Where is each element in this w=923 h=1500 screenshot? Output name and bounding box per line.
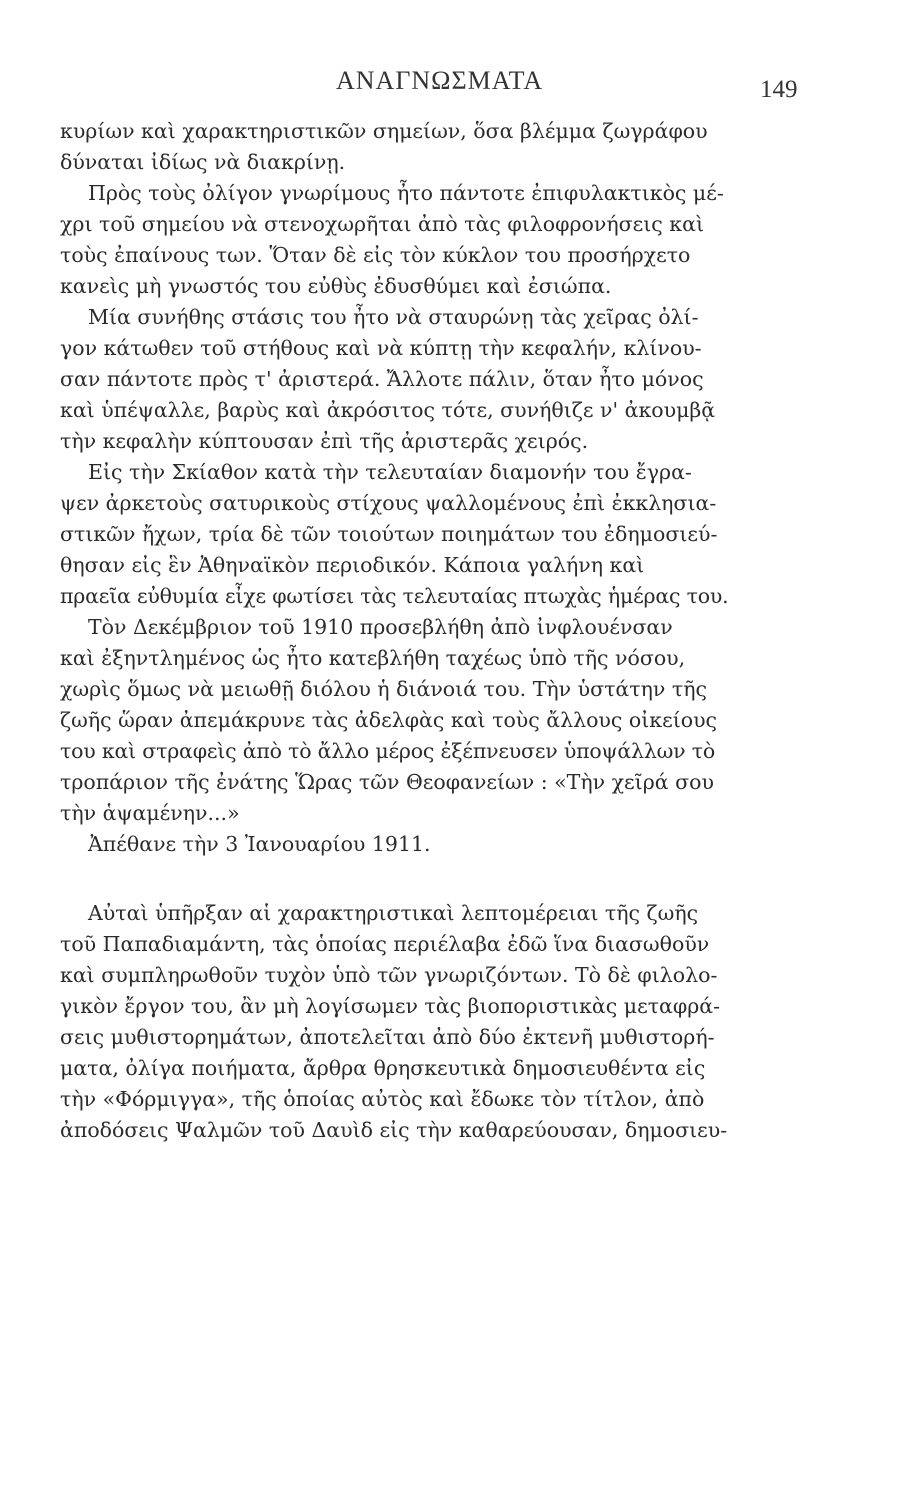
text-line: στικῶν ἤχων, τρία δὲ τῶν τοιούτων ποιημάτων του ἐδημοσιεύ- — [60, 522, 718, 546]
body-text — [60, 116, 820, 1146]
text-line: πραεῖα εὐθυμία εἶχε φωτίσει τὰς τελευταίας πτωχὰς ἡμέρας του. — [60, 584, 729, 608]
text-line: ματα, ὀλίγα ποιήματα, ἄρθρα θρησκευτικὰ δημοσιευθέντα εἰς — [60, 1056, 706, 1080]
page-number: 149 — [760, 76, 798, 103]
text-line: Μία συνήθης στάσις του ἦτο νὰ σταυρώνῃ τὰς χεῖρας ὀλί- — [88, 305, 699, 329]
running-title: ΑΝΑΓΝΩΣΜΑΤΑ — [336, 66, 544, 95]
text-line: Αὐταὶ ὑπῆρξαν αἱ χαρακτηριστικαὶ λεπτομέρειαι τῆς ζωῆς — [88, 901, 699, 925]
text-line: χρι τοῦ σημείου νὰ στενοχωρῆται ἀπὸ τὰς φιλοφρονήσεις καὶ — [60, 212, 704, 236]
text-line: Ἀπέθανε τὴν 3 Ἰανουαρίου 1911. — [88, 832, 431, 856]
text-line: Πρὸς τοὺς ὀλίγον γνωρίμους ἦτο πάντοτε ἐπιφυλακτικὸς μέ- — [88, 181, 724, 205]
text-line: σεις μυθιστορημάτων, ἀποτελεῖται ἀπὸ δύο ἐκτενῆ μυθιστορή- — [60, 1025, 715, 1049]
text-line: τὴν κεφαλὴν κύπτουσαν ἐπὶ τῆς ἀριστερᾶς χειρός. — [60, 429, 589, 453]
text-line: σαν πάντοτε πρὸς τ' ἀριστερά. Ἄλλοτε πάλιν, ὅταν ἦτο μόνος — [60, 367, 704, 391]
text-line: του καὶ στραφεὶς ἀπὸ τὸ ἄλλο μέρος ἐξέπνευσεν ὑποψάλλων τὸ — [60, 739, 715, 763]
text-line: χωρὶς ὅμως νὰ μειωθῇ διόλου ἡ διάνοιά του. Τὴν ὑστάτην τῆς — [60, 677, 707, 701]
text-line: θησαν εἰς ἓν Ἀθηναϊκὸν περιοδικόν. Κάποια γαλήνη καὶ — [60, 553, 645, 577]
running-head — [0, 62, 923, 102]
text-line: τὴν ἁψαμένην...» — [60, 801, 240, 825]
text-line: τοὺς ἐπαίνους των. Ὅταν δὲ εἰς τὸν κύκλον του προσήρχετο — [60, 243, 691, 267]
text-line: ἀποδόσεις Ψαλμῶν τοῦ Δαυὶδ εἰς τὴν καθαρεύουσαν, δημοσιευ- — [60, 1118, 728, 1142]
text-line: γικὸν ἔργον του, ἂν μὴ λογίσωμεν τὰς βιοποριστικὰς μεταφρά- — [60, 994, 721, 1018]
text-line: Τὸν Δεκέμβριον τοῦ 1910 προσεβλήθη ἀπὸ ἰνφλουένσαν — [88, 615, 673, 639]
text-line: καὶ ὑπέψαλλε, βαρὺς καὶ ἀκρόσιτος τότε, συνήθιζε ν' ἀκουμβᾷ — [60, 398, 716, 422]
text-line: δύναται ἰδίως νὰ διακρίνῃ. — [60, 150, 346, 174]
text-line: τροπάριον τῆς ἐνάτης Ὥρας τῶν Θεοφανείων : «Τὴν χεῖρά σου — [60, 770, 714, 794]
text-line: τοῦ Παπαδιαμάντη, τὰς ὁποίας περιέλαβα ἐδῶ ἵνα διασωθοῦν — [60, 932, 710, 956]
text-line: κανεὶς μὴ γνωστός του εὐθὺς ἐδυσθύμει καὶ ἐσιώπα. — [60, 274, 612, 298]
text-line: κυρίων καὶ χαρακτηριστικῶν σημείων, ὅσα βλέμμα ζωγράφου — [60, 119, 708, 143]
text-line: ψεν ἀρκετοὺς σατυρικοὺς στίχους ψαλλομένους ἐπὶ ἐκκλησια- — [60, 491, 717, 515]
text-line: γον κάτωθεν τοῦ στήθους καὶ νὰ κύπτῃ τὴν κεφαλήν, κλίνου- — [60, 336, 702, 360]
text-line: καὶ ἐξηντλημένος ὡς ἦτο κατεβλήθη ταχέως ὑπὸ τῆς νόσου, — [60, 646, 686, 670]
text-line: τὴν «Φόρμιγγα», τῆς ὁποίας αὐτὸς καὶ ἔδωκε τὸν τίτλον, ἀπὸ — [60, 1087, 705, 1111]
text-line: καὶ συμπληρωθοῦν τυχὸν ὑπὸ τῶν γνωριζόντων. Τὸ δὲ φιλολο- — [60, 963, 718, 987]
text-line: ζωῆς ὥραν ἀπεμάκρυνε τὰς ἀδελφὰς καὶ τοὺς ἄλλους οἰκείους — [60, 708, 718, 732]
text-line: Εἰς τὴν Σκίαθον κατὰ τὴν τελευταίαν διαμονήν του ἔγρα- — [88, 460, 692, 484]
section-gap — [60, 860, 820, 898]
